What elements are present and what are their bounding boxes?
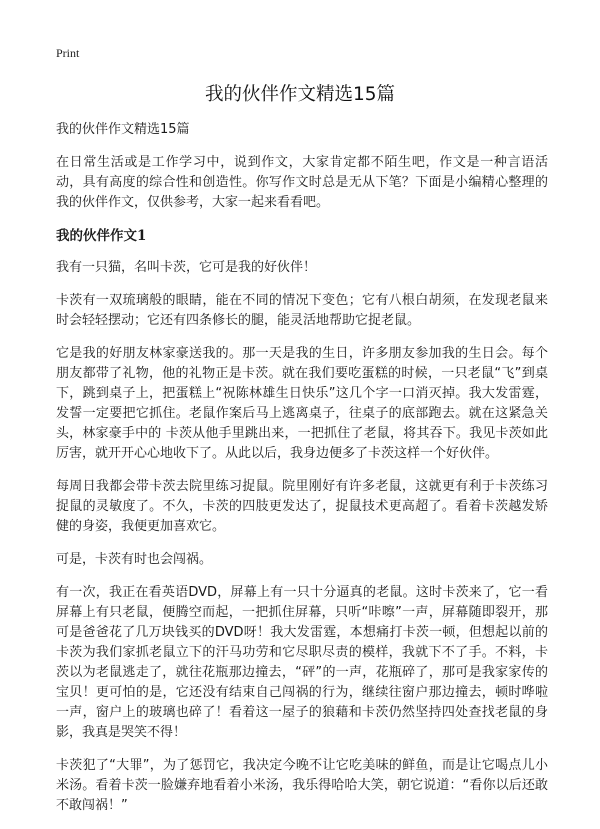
paragraph-2: 卡茨有一双琉璃般的眼睛，能在不同的情况下变色；它有八根白胡须，在发现老鼠来时会轻轻摆动；它还有四条修长的腿，能灵活地帮助它捉老鼠。	[56, 293, 548, 328]
article-body	[56, 120, 548, 829]
paragraph-6: 有一次，我正在看英语DVD，屏幕上有一只十分逼真的老鼠。这时卡茨来了，它一看屏幕上有只老鼠，便腾空而起，一把抓住屏幕，只听“咔嚓”一声，屏幕随即裂开，那可是爸爸花了几万块钱买的DVD呀！我大发雷霆，本想痛打卡茨一顿，但想起以前的卡茨为我们家抓老鼠立下的汗马功劳和它尽职尽责的模样，我就下不了手。不料，卡茨以为老鼠逃走了，就往花瓶那边撞去，“砰”的一声，花瓶碎了，那可是我家家传的宝贝！更可怕的是，它还没有结束自己闯祸的行为，继续往窗户那边撞去，顿时哗啦一声，窗户上的玻璃也碎了！看着这一屋子的狼藉和卡茨仍然坚持四处查找老鼠的身影，我真是哭笑不得！	[56, 585, 548, 740]
intro-paragraph: 在日常生活或是工作学习中，说到作文，大家肯定都不陌生吧，作文是一种言语活动，具有高度的综合性和创造性。你写作文时总是无从下笔？下面是小编精心整理的我的伙伴作文，仅供参考，大家一起来看看吧。	[56, 155, 548, 210]
paragraph-1: 我有一只猫，名叫卡茨，它可是我的好伙伴！	[56, 260, 317, 275]
paragraph-3: 它是我的好朋友林家豪送我的。那一天是我的生日，许多朋友参加我的生日会。每个朋友都带了礼物，他的礼物正是卡茨。就在我们要吃蛋糕的时候，一只老鼠“飞”到桌下，跳到桌子上，把蛋糕上“祝陈林雄生日快乐”这几个字一口消灭掉。我大发雷霆，发誓一定要把它抓住。老鼠作案后马上逃离桌子，往桌子的底部跑去。就在这紧急关头，林家豪手中的 卡茨从他手里跳出来，一把抓住了老鼠，将其吞下。我见卡茨如此厉害，就开开心心地收下了。从此以后，我身边便多了卡茨这样一个好伙伴。	[56, 346, 548, 461]
paragraph-5: 可是，卡茨有时也会闯祸。	[56, 552, 213, 567]
page-title: 我的伙伴作文精选15篇	[204, 84, 396, 105]
paragraph-4: 每周日我都会带卡茨去院里练习捉鼠。院里刚好有许多老鼠，这就更有利于卡茨练习捉鼠的灵敏度了。不久，卡茨的四肢更发达了，捉鼠技术更高超了。看着卡茨越发矫健的身姿，我便更加喜欢它。	[56, 479, 548, 534]
section-heading: 我的伙伴作文1	[56, 228, 147, 244]
article-subtitle: 我的伙伴作文精选15篇	[56, 122, 190, 137]
paragraph-7: 卡茨犯了“大罪”，为了惩罚它，我决定今晚不让它吃美味的鲜鱼，而是让它喝点儿小米汤。看着卡茨一脸嫌弃地看着小米汤，我乐得哈哈大笑，朝它说道：“看你以后还敢不敢闯祸！”	[56, 758, 548, 813]
print-link[interactable]: Print	[56, 46, 80, 60]
